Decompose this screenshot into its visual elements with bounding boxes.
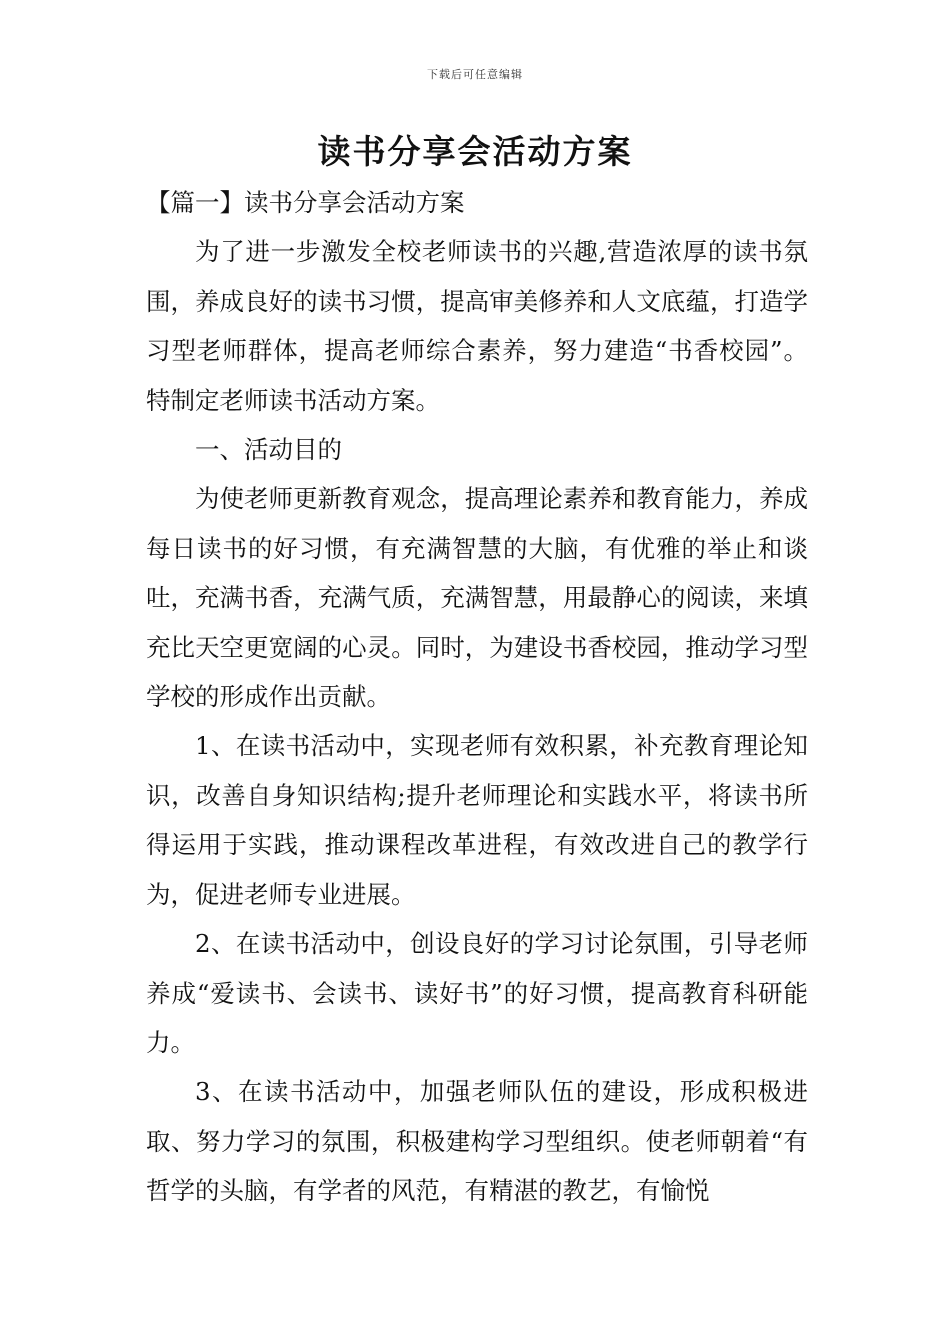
purpose-paragraph: 为使老师更新教育观念，提高理论素养和教育能力，养成每日读书的好习惯，有充满智慧的大脑，有优雅的举止和谈吐，充满书香，充满气质，充满智慧，用最静心的阅读，来填充比天空更宽阔的心灵。同时，为建设书香校园，推动学习型学校的形成作出贡献。 <box>146 484 808 712</box>
header-note: 下载后可任意编辑 <box>427 68 523 81</box>
section-heading: 【篇一】读书分享会活动方案 <box>146 188 465 217</box>
document-body <box>146 178 808 1216</box>
subheading-activity-purpose: 一、活动目的 <box>195 435 342 465</box>
document-title: 读书分享会活动方案 <box>317 132 633 171</box>
goal-item-2: 2、在读书活动中，创设良好的学习讨论氛围，引导老师养成“爱读书、会读书、读好书”的好习惯，提高教育科研能力。 <box>146 929 808 1057</box>
goal-item-1: 1、在读书活动中，实现老师有效积累，补充教育理论知识，改善自身知识结构;提升老师理论和实践水平，将读书所得运用于实践，推动课程改革进程，有效改进自己的教学行为，促进老师专业进展。 <box>146 731 808 909</box>
intro-paragraph: 为了进一步激发全校老师读书的兴趣,营造浓厚的读书氛围，养成良好的读书习惯，提高审美修养和人文底蕴，打造学习型老师群体，提高老师综合素养，努力建造“书香校园”。特制定老师读书活动方案。 <box>146 237 808 415</box>
goal-item-3: 3、在读书活动中，加强老师队伍的建设，形成积极进取、努力学习的氛围，积极建构学习型组织。使老师朝着“有哲学的头脑，有学者的风范，有精湛的教艺，有愉悦 <box>146 1077 808 1206</box>
